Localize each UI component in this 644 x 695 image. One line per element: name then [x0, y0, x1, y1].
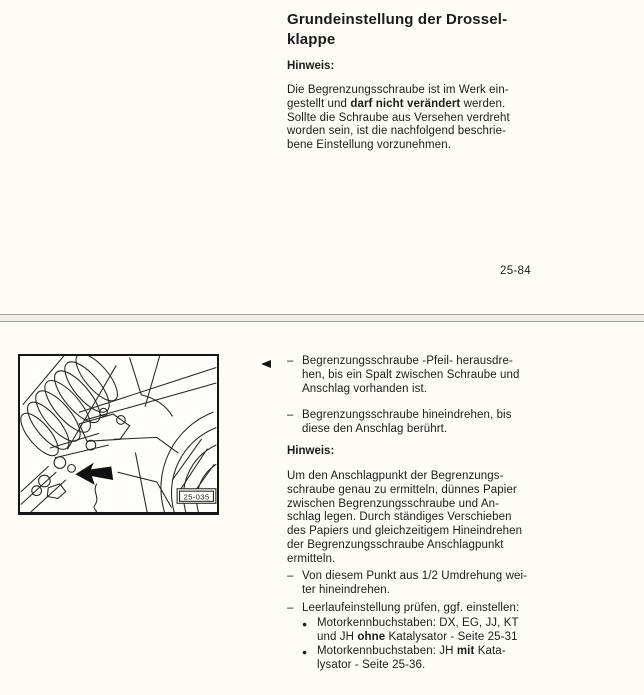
text-line: Leerlaufeinstellung prüfen, ggf. einstellen: — [302, 602, 520, 614]
dash-marker: – — [287, 570, 294, 582]
figure-reference-label: 25-035 — [183, 492, 210, 502]
text-line: zwischen Begrenzungsschraube und An- — [287, 497, 500, 510]
text-line: Die Begrenzungsschraube ist im Werk ein- — [287, 84, 509, 96]
intake-boot — [20, 356, 124, 461]
text-line: Begrenzungsschraube -Pfeil- herausdre- — [302, 355, 513, 367]
engine-code-text — [317, 645, 597, 673]
text-line: gestellt und darf nicht verändert werden. — [287, 97, 506, 110]
engine-code-text — [317, 617, 597, 645]
bullet-marker: ● — [302, 619, 308, 629]
instruction-item — [287, 409, 597, 437]
text-line: Motorkennbuchstaben: DX, EG, JJ, KT — [317, 617, 519, 629]
text-line: lysator - Seite 25-36. — [317, 658, 426, 671]
text-line: klappe — [287, 31, 336, 48]
text-line: Anschlag vorhanden ist. — [302, 382, 428, 395]
text-line: schraube genau zu ermitteln, dünnes Papier — [287, 483, 517, 496]
instruction-item — [287, 570, 597, 598]
bullet-marker: ● — [302, 647, 308, 657]
instruction-text — [302, 602, 597, 616]
page-divider — [0, 314, 644, 322]
instruction-item — [287, 602, 597, 616]
figure-label-box — [177, 489, 216, 504]
instruction-text — [302, 355, 597, 396]
text-line: der Begrenzungsschraube Anschlagpunkt — [287, 538, 504, 551]
text-line: ter hineindrehen. — [302, 583, 391, 596]
instruction-text — [302, 409, 597, 437]
text-line: des Papiers und gleichzeitigem Hineindrehen — [287, 525, 523, 538]
text-line: Um den Anschlagpunkt der Begrenzungs- — [287, 470, 504, 482]
engine-code-item — [302, 645, 597, 673]
text-line: Begrenzungsschraube hineindrehen, bis — [302, 409, 512, 421]
limit-screw-arrow — [75, 463, 113, 485]
instruction-item — [287, 355, 597, 396]
text-line: schlag legen. Durch ständiges Verschieben — [287, 511, 512, 524]
lower-left-parts — [21, 466, 66, 512]
throttle-linkage — [50, 408, 178, 512]
instruction-text — [302, 570, 597, 598]
text-line: bene Einstellung vorzunehmen. — [287, 139, 452, 152]
dash-marker: – — [287, 409, 294, 421]
text-line: worden sein, ist die nachfolgend beschrie- — [287, 125, 506, 138]
text-line: Sollte die Schraube aus Versehen verdreht — [287, 111, 510, 124]
text-line: diese den Anschlag berührt. — [302, 422, 448, 435]
dash-marker: – — [287, 602, 294, 614]
engine-line-drawing — [20, 356, 217, 512]
text-line: Von diesem Punkt aus 1/2 Umdrehung wei- — [302, 570, 528, 582]
note-heading: Hinweis: — [287, 60, 335, 72]
intro-paragraph — [287, 84, 597, 153]
procedure-paragraph — [287, 470, 597, 567]
text-line: ermitteln. — [287, 552, 336, 565]
callout-pointer-icon — [261, 360, 271, 368]
text-line: Motorkennbuchstaben: JH mit Kata- — [317, 645, 506, 657]
page-number: 25-84 — [500, 265, 531, 277]
dash-marker: – — [287, 355, 294, 367]
engine-code-item — [302, 617, 597, 645]
note-heading: Hinweis: — [287, 445, 335, 457]
screw-spring — [94, 484, 97, 512]
text-line: und JH ohne Katalysator - Seite 25-31 — [317, 630, 518, 643]
text-line: hen, bis ein Spalt zwischen Schraube und — [302, 368, 520, 381]
page-title — [287, 10, 617, 50]
text-line: Grundeinstellung der Drossel- — [287, 11, 508, 28]
figure-frame — [18, 354, 219, 515]
